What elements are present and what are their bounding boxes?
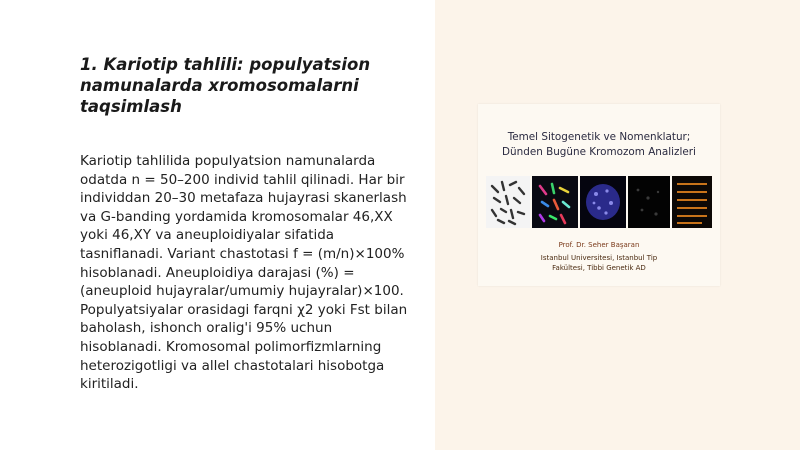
thumbnail-credits — [478, 240, 720, 274]
thumbnail-title — [478, 130, 720, 160]
thumbnail-title-line-2: Dünden Bugüne Kromozom Analizleri — [502, 146, 696, 158]
thumbnail-affiliation-line-2: Fakültesi, Tibbi Genetik AD — [552, 264, 646, 272]
fish-metaphase-image — [532, 176, 578, 228]
cover-slide-thumbnail — [478, 104, 720, 286]
thumbnail-author: Prof. Dr. Seher Başaran — [558, 241, 640, 249]
slide-body-text: Kariotip tahlilida populyatsion namunalarda odatda n = 50–200 individ tahlil qilinadi. Har bir individdan 20–30 metafaza hujayrasi skanerlash va G-banding yordamida kromosomalar 46,XX yoki 46,XY va aneuploidiyalar sifatida tasniflanadi. Variant chastotasi f = (m/n)×100% hisoblanadi. Aneuploidiya darajasi (%) = (aneuploid hujayralar/umumiy hujayralar)×100. Populyatsiyalar orasidagi farqni χ2 yoki Fst bilan baholash, ishonch oralig'i 95% uchun hisoblanadi. Kromosomal polimorfizmlarning heterozigotligi va allel chastotalari hisobotga kiritiladi. — [80, 153, 408, 393]
thumbnail-affiliation-line-1: Istanbul Universitesi, Istanbul Tip — [540, 253, 658, 262]
karyogram-image — [672, 176, 712, 228]
dark-metaphase-image — [628, 176, 670, 228]
slide-title: 1. Kariotip tahlili: populyatsion namunalarda xromosomalarni taqsimlash — [80, 55, 371, 116]
dapi-nucleus-image — [580, 176, 626, 228]
chromosome-spread-image — [486, 176, 530, 228]
thumbnail-title-line-1: Temel Sitogenetik ve Nomenklatur; — [507, 131, 691, 143]
